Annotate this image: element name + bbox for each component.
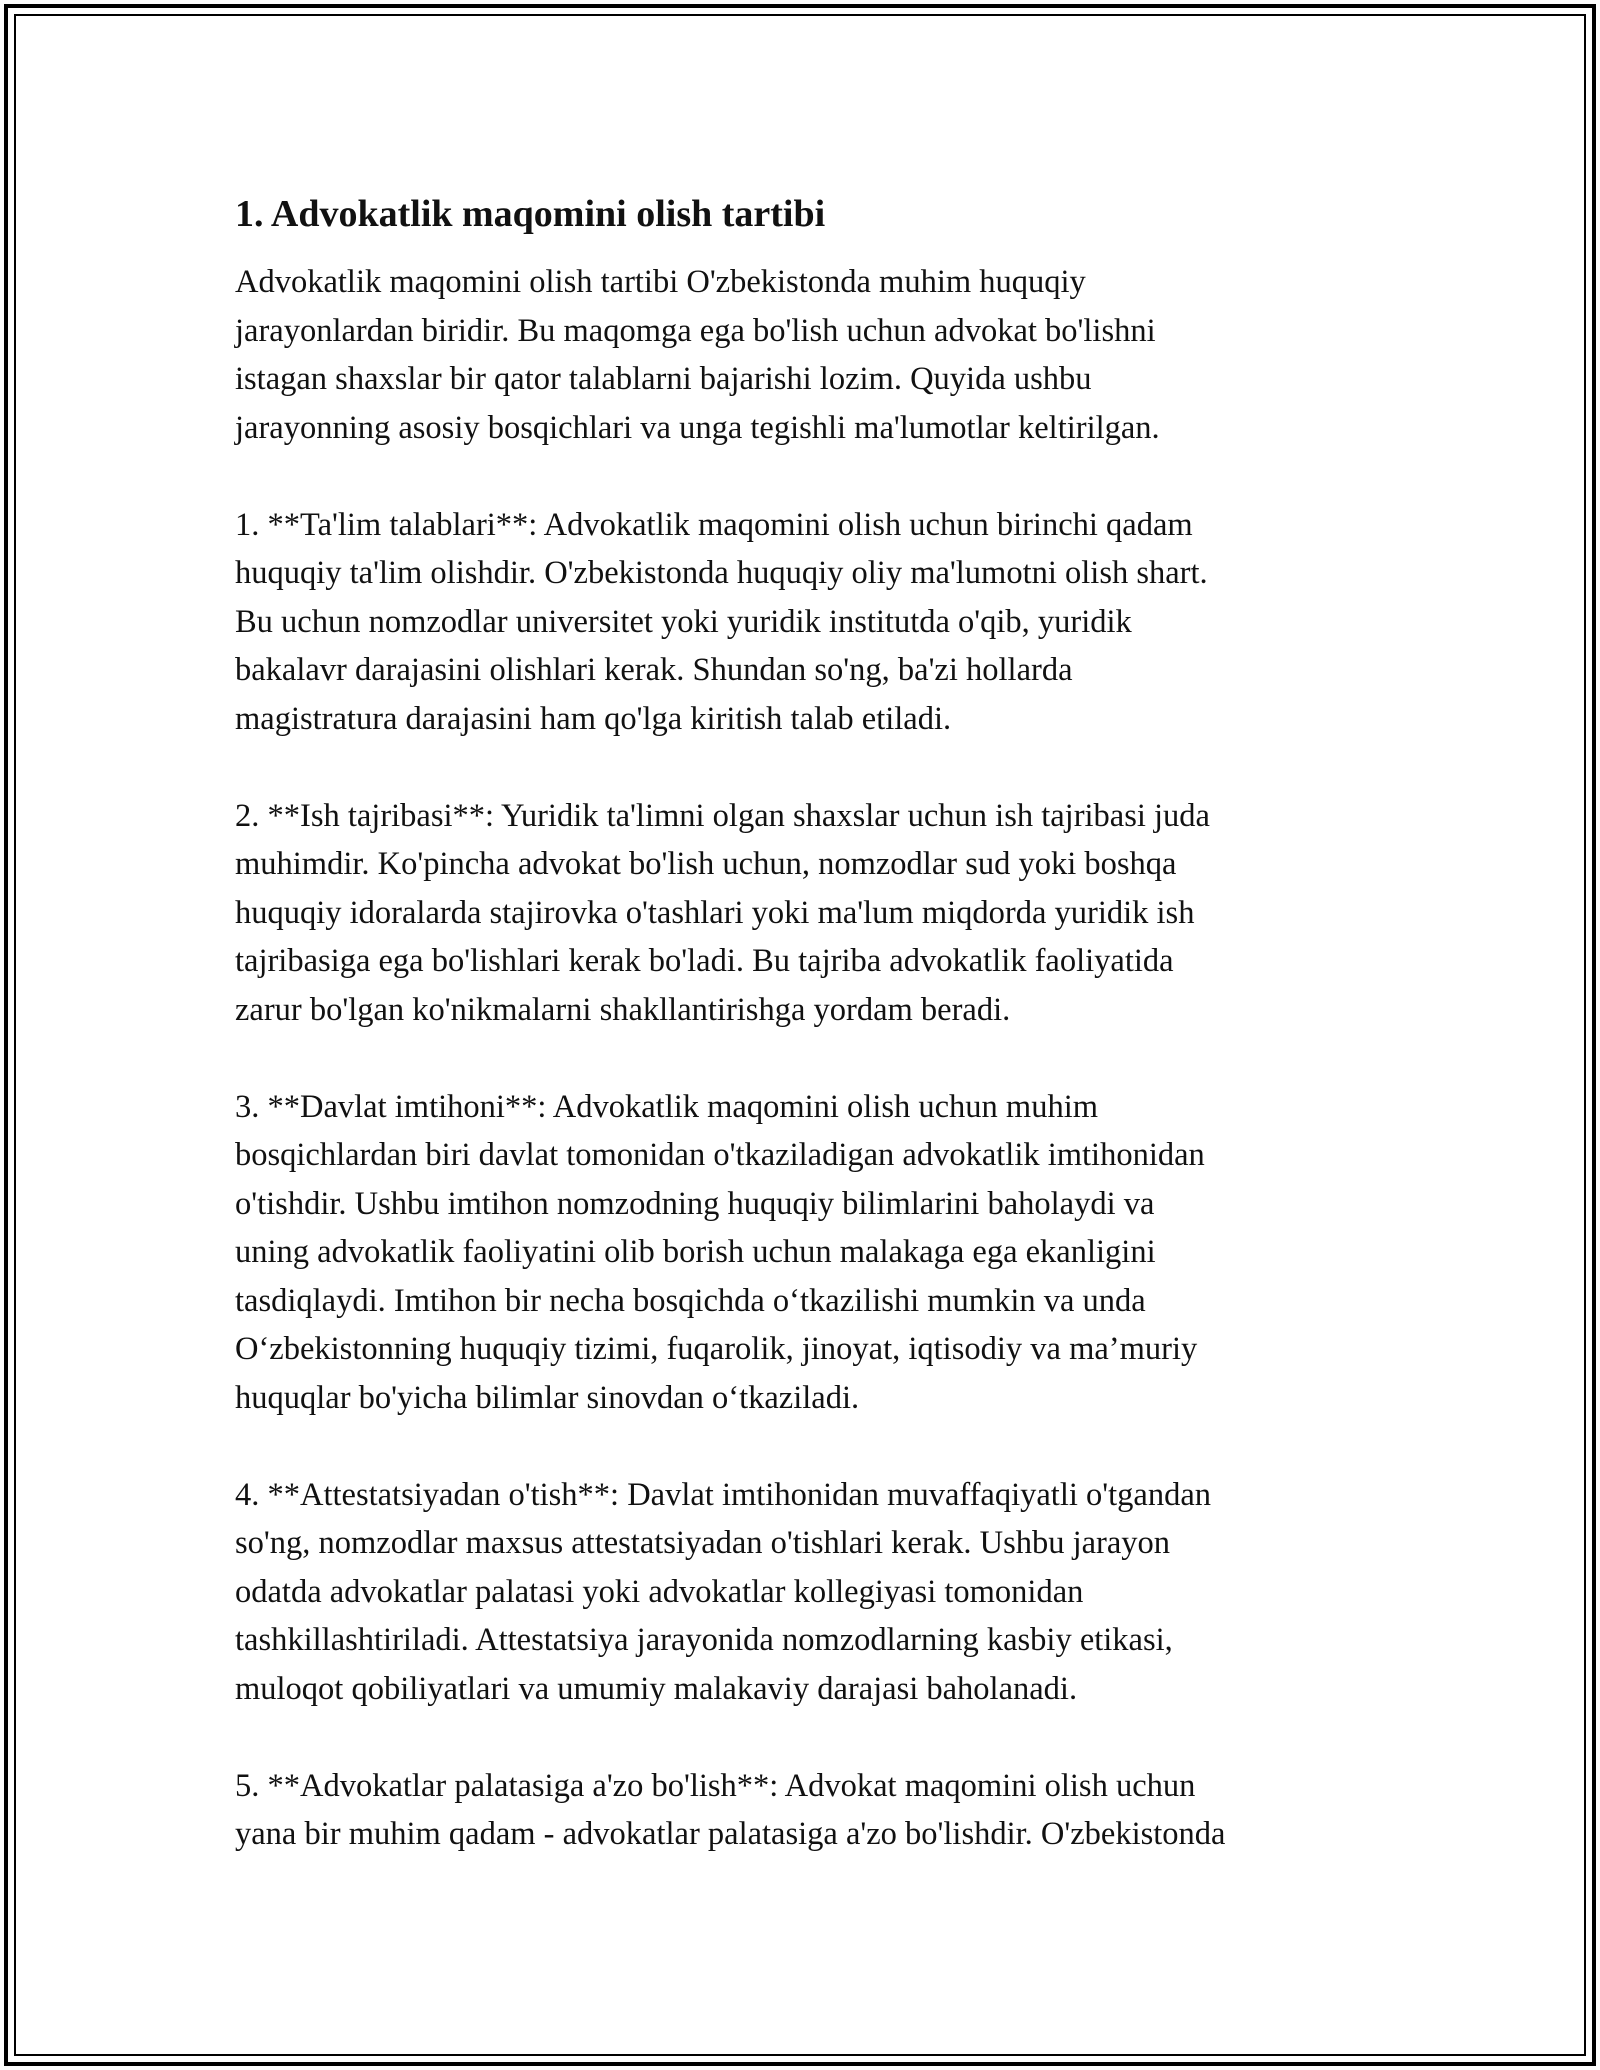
- paragraph-line: yana bir muhim qadam - advokatlar palatasiga a'zo bo'lishdir. O'zbekistonda: [235, 1816, 1226, 1852]
- bar-membership-paragraph: [235, 1762, 1375, 1859]
- paragraph-line: huquqlar bo'yicha bilimlar sinovdan o‘tkaziladi.: [235, 1379, 860, 1416]
- paragraph-line: zarur bo'lgan ko'nikmalarni shakllantirishga yordam beradi.: [235, 991, 1011, 1028]
- paragraph-line: jarayonning asosiy bosqichlari va unga tegishli ma'lumotlar keltirilgan.: [235, 409, 1160, 446]
- attestation-paragraph: [235, 1471, 1375, 1714]
- paragraph-line: magistratura darajasini ham qo'lga kiritish talab etiladi.: [235, 700, 952, 737]
- paragraph-line: bakalavr darajasini olishlari kerak. Shundan so'ng, ba'zi hollarda: [235, 652, 1073, 688]
- work-experience-paragraph: [235, 792, 1375, 1035]
- section-heading: 1. Advokatlik maqomini olish tartibi: [235, 193, 826, 235]
- paragraph-line: bosqichlardan biri davlat tomonidan o'tkaziladigan advokatlik imtihonidan: [235, 1137, 1205, 1173]
- paragraph-line: 4. **Attestatsiyadan o'tish**: Davlat imtihonidan muvaffaqiyatli o'tgandan: [235, 1476, 1211, 1513]
- paragraph-line: odatda advokatlar palatasi yoki advokatlar kollegiyasi tomonidan: [235, 1573, 1084, 1610]
- paragraph-line: 1. **Ta'lim talablari**: Advokatlik maqomini olish uchun birinchi qadam: [235, 506, 1193, 543]
- paragraph-line: O‘zbekistonning huquqiy tizimi, fuqarolik, jinoyat, iqtisodiy va ma’muriy: [235, 1331, 1198, 1367]
- paragraph-line: muloqot qobiliyatlari va umumiy malakaviy darajasi baholanadi.: [235, 1670, 1078, 1707]
- paragraph-line: uning advokatlik faoliyatini olib borish uchun malakaga ega ekanligini: [235, 1234, 1156, 1270]
- paragraph-line: 2. **Ish tajribasi**: Yuridik ta'limni olgan shaxslar uchun ish tajribasi juda: [235, 797, 1210, 834]
- education-requirements-paragraph: [235, 501, 1375, 744]
- paragraph-line: Advokatlik maqomini olish tartibi O'zbekistonda muhim huquqiy: [235, 264, 1086, 300]
- paragraph-line: muhimdir. Ko'pincha advokat bo'lish uchun, nomzodlar sud yoki boshqa: [235, 846, 1177, 882]
- paragraph-line: so'ng, nomzodlar maxsus attestatsiyadan o'tishlari kerak. Ushbu jarayon: [235, 1525, 1171, 1561]
- paragraph-line: jarayonlardan biridir. Bu maqomga ega bo'lish uchun advokat bo'lishni: [235, 312, 1156, 349]
- paragraph-line: istagan shaxslar bir qator talablarni bajarishi lozim. Quyida ushbu: [235, 361, 1092, 397]
- paragraph-line: huquqiy idoralarda stajirovka o'tashlari yoki ma'lum miqdorda yuridik ish: [235, 894, 1195, 931]
- paragraph-line: 3. **Davlat imtihoni**: Advokatlik maqomini olish uchun muhim: [235, 1088, 1099, 1125]
- paragraph-line: Bu uchun nomzodlar universitet yoki yuridik institutda o'qib, yuridik: [235, 603, 1132, 640]
- intro-paragraph: [235, 258, 1375, 452]
- paragraph-line: huquqiy ta'lim olishdir. O'zbekistonda huquqiy oliy ma'lumotni olish shart.: [235, 555, 1208, 591]
- document-body: [235, 186, 1375, 1907]
- paragraph-line: tashkillashtiriladi. Attestatsiya jarayonida nomzodlarning kasbiy etikasi,: [235, 1622, 1173, 1658]
- paragraph-line: o'tishdir. Ushbu imtihon nomzodning huquqiy bilimlarini baholaydi va: [235, 1185, 1155, 1222]
- paragraph-line: tasdiqlaydi. Imtihon bir necha bosqichda o‘tkazilishi mumkin va unda: [235, 1282, 1146, 1319]
- state-exam-paragraph: [235, 1083, 1375, 1423]
- paragraph-line: 5. **Advokatlar palatasiga a'zo bo'lish**: Advokat maqomini olish uchun: [235, 1767, 1196, 1804]
- paragraph-line: tajribasiga ega bo'lishlari kerak bo'ladi. Bu tajriba advokatlik faoliyatida: [235, 943, 1174, 979]
